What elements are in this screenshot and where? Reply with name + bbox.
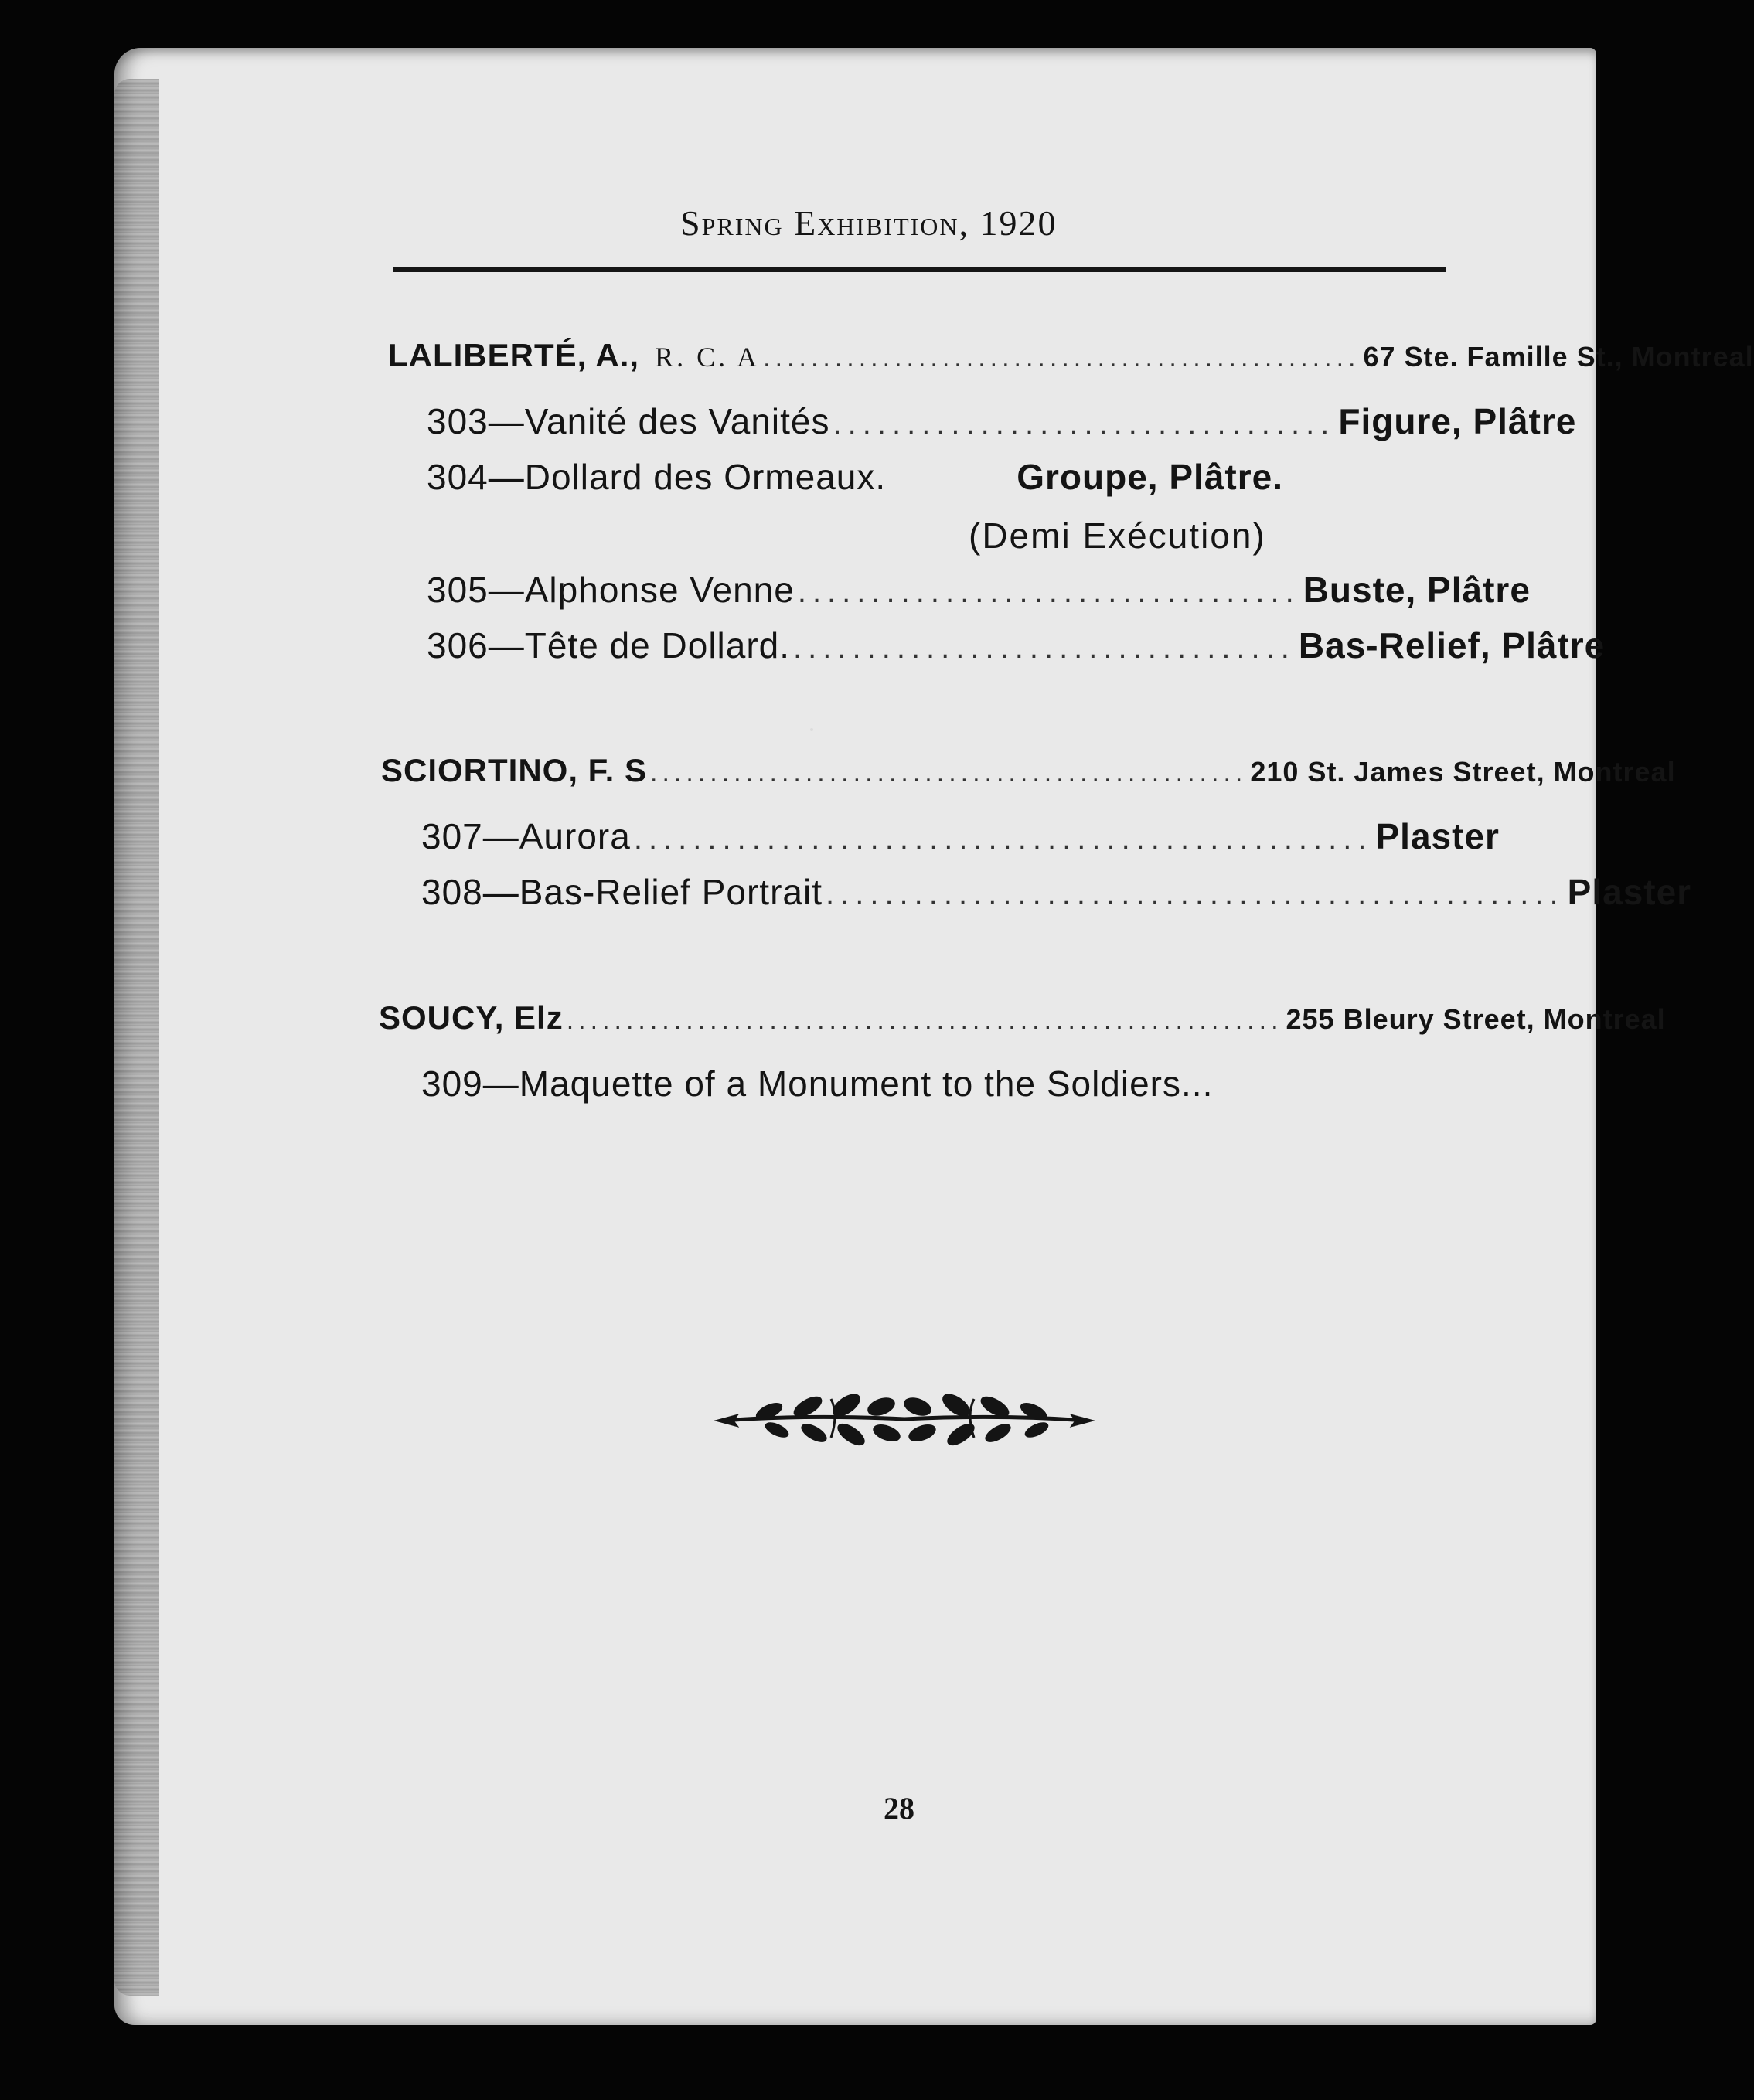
catalogue-entry bbox=[421, 871, 1692, 913]
dot-leader: .................................................. bbox=[650, 758, 1248, 788]
entry-number: 307— bbox=[421, 816, 519, 856]
catalogue-entry bbox=[427, 569, 1531, 611]
entry-title: Vanité des Vanités bbox=[524, 401, 830, 441]
page-header-title: Spring Exhibition, 1920 bbox=[680, 203, 1058, 243]
entry-medium: Groupe, Plâtre. bbox=[1017, 457, 1283, 497]
entry-medium: Buste, Plâtre bbox=[1303, 570, 1531, 610]
dot-leader: .................................................. bbox=[763, 343, 1361, 373]
artist-suffix: R. C. A bbox=[655, 342, 761, 373]
page-number: 28 bbox=[884, 1791, 914, 1826]
artist-heading-sciortino bbox=[381, 752, 1676, 789]
dot-leader: .................................. bbox=[793, 631, 1296, 665]
dot-leader: ............................................................ bbox=[566, 1006, 1283, 1035]
dot-leader: .................................. bbox=[833, 407, 1336, 441]
catalogue-entry bbox=[421, 815, 1500, 857]
catalogue-entry bbox=[427, 456, 1283, 498]
dot-leader: .................................. bbox=[797, 575, 1300, 609]
entry-number: 308— bbox=[421, 872, 519, 912]
artist-heading-soucy bbox=[379, 999, 1666, 1036]
entry-number: 305— bbox=[427, 570, 525, 610]
entry-number: 306— bbox=[427, 625, 525, 665]
entry-title: Dollard des Ormeaux. bbox=[524, 457, 887, 497]
entry-title: Alphonse Venne bbox=[524, 570, 795, 610]
entry-medium: Figure, Plâtre bbox=[1338, 401, 1577, 441]
entry-medium: Plaster bbox=[1375, 816, 1500, 856]
entry-note: (Demi Exécution) bbox=[969, 516, 1266, 556]
artist-address: 255 Bleury Street, Montreal bbox=[1286, 1003, 1666, 1035]
catalogue-entry bbox=[421, 1063, 1213, 1104]
entry-number: 303— bbox=[427, 401, 525, 441]
header-rule bbox=[393, 267, 1446, 272]
artist-address: 210 St. James Street, Montreal bbox=[1250, 756, 1676, 788]
artist-name: SCIORTINO, F. S bbox=[381, 752, 648, 788]
dot-leader: .................................................. bbox=[633, 822, 1373, 856]
catalogue-entry bbox=[427, 625, 1606, 666]
entry-medium: Plaster bbox=[1567, 872, 1692, 912]
entry-title: Aurora bbox=[519, 816, 631, 856]
entry-title: Tête de Dollard. bbox=[524, 625, 791, 665]
artist-name: SOUCY, Elz bbox=[379, 999, 564, 1036]
entry-title: Maquette of a Monument to the Soldiers... bbox=[519, 1064, 1214, 1104]
leaf-garland-ornament-icon bbox=[715, 1384, 1094, 1453]
dot-leader: .................................................. bbox=[825, 877, 1565, 911]
entry-medium: Bas-Relief, Plâtre bbox=[1298, 625, 1606, 665]
artist-address: 67 Ste. Famille St., Montreal bbox=[1363, 341, 1754, 373]
entry-number: 304— bbox=[427, 457, 525, 497]
artist-name: LALIBERTÉ, A., bbox=[388, 337, 640, 373]
entry-number: 309— bbox=[421, 1064, 519, 1104]
artist-heading-laliberte bbox=[388, 337, 1754, 374]
catalogue-entry bbox=[427, 400, 1577, 442]
entry-title: Bas-Relief Portrait bbox=[519, 872, 823, 912]
